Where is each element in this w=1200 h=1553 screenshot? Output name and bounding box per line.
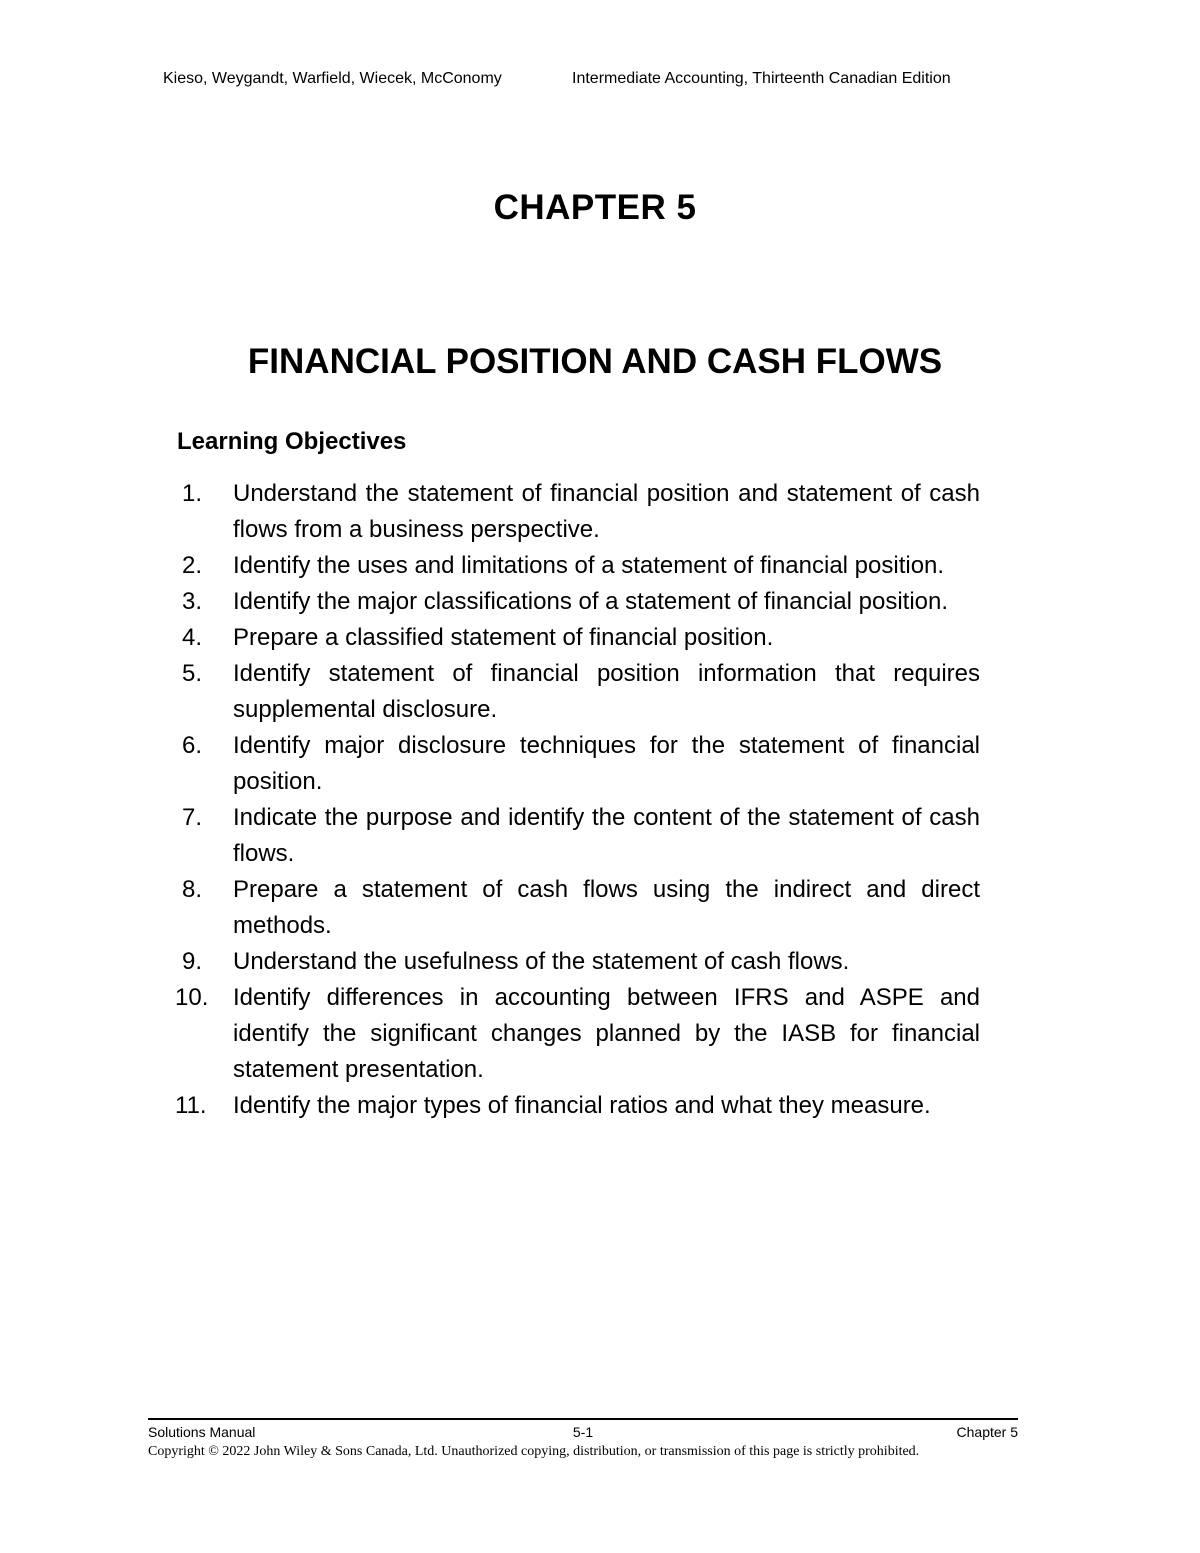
list-item-number: 1. bbox=[182, 480, 203, 507]
list-item bbox=[182, 656, 980, 728]
list-item-number: 6. bbox=[182, 732, 203, 759]
list-item-number: 11. bbox=[175, 1092, 207, 1119]
list-item-number: 7. bbox=[182, 804, 203, 831]
list-item-text: Understand the statement of financial position and statement of cash flows from a business perspective. bbox=[233, 480, 980, 543]
footer-page-number: 5-1 bbox=[572, 1424, 594, 1440]
running-header bbox=[0, 70, 1200, 92]
header-book-title: Intermediate Accounting, Thirteenth Canadian Edition bbox=[572, 70, 951, 87]
list-item-text: Identify the major classifications of a statement of financial position. bbox=[233, 588, 949, 615]
header-authors: Kieso, Weygandt, Warfield, Wiecek, McConomy bbox=[163, 70, 502, 87]
page-footer bbox=[148, 1424, 1018, 1442]
list-item bbox=[182, 620, 980, 656]
list-item-text: Identify major disclosure techniques for the statement of financial position. bbox=[233, 732, 980, 795]
footer-divider bbox=[148, 1418, 1018, 1420]
list-item bbox=[182, 728, 980, 800]
list-item-number: 3. bbox=[182, 588, 203, 615]
list-item-text: Indicate the purpose and identify the content of the statement of cash flows. bbox=[233, 804, 980, 867]
list-item-text: Understand the usefulness of the statement of cash flows. bbox=[233, 948, 850, 975]
footer-chapter-label: Chapter 5 bbox=[956, 1424, 1018, 1440]
list-item bbox=[182, 584, 980, 620]
list-item bbox=[182, 548, 980, 584]
list-item-number: 8. bbox=[182, 876, 203, 903]
list-item-number: 5. bbox=[182, 660, 203, 687]
copyright-notice: Copyright © 2022 John Wiley & Sons Canada, Ltd. Unauthorized copying, distribution, or transmission of this page is strictly prohibited. bbox=[148, 1444, 920, 1459]
learning-objectives-heading: Learning Objectives bbox=[177, 428, 407, 455]
list-item-text: Prepare a statement of cash flows using the indirect and direct methods. bbox=[233, 876, 980, 939]
list-item bbox=[182, 944, 980, 980]
list-item-text: Identify differences in accounting between IFRS and ASPE and identify the significant changes planned by the IASB for financial statement presentation. bbox=[233, 984, 980, 1083]
list-item-number: 10. bbox=[175, 984, 209, 1011]
list-item bbox=[182, 476, 980, 548]
list-item-number: 9. bbox=[182, 948, 203, 975]
list-item bbox=[175, 980, 980, 1088]
list-item-text: Identify the major types of financial ratios and what they measure. bbox=[233, 1092, 931, 1119]
list-item bbox=[182, 800, 980, 872]
footer-manual-label: Solutions Manual bbox=[148, 1424, 256, 1440]
list-item bbox=[182, 872, 980, 944]
list-item-text: Identify statement of financial position information that requires supplemental disclosure. bbox=[233, 660, 980, 723]
list-item-text: Prepare a classified statement of financial position. bbox=[233, 624, 774, 651]
list-item-number: 2. bbox=[182, 552, 203, 579]
list-item bbox=[175, 1088, 980, 1124]
list-item-text: Identify the uses and limitations of a statement of financial position. bbox=[233, 552, 945, 579]
learning-objectives-list bbox=[175, 476, 980, 1124]
chapter-number: CHAPTER 5 bbox=[493, 188, 697, 227]
chapter-title: FINANCIAL POSITION AND CASH FLOWS bbox=[247, 342, 943, 381]
list-item-number: 4. bbox=[182, 624, 203, 651]
